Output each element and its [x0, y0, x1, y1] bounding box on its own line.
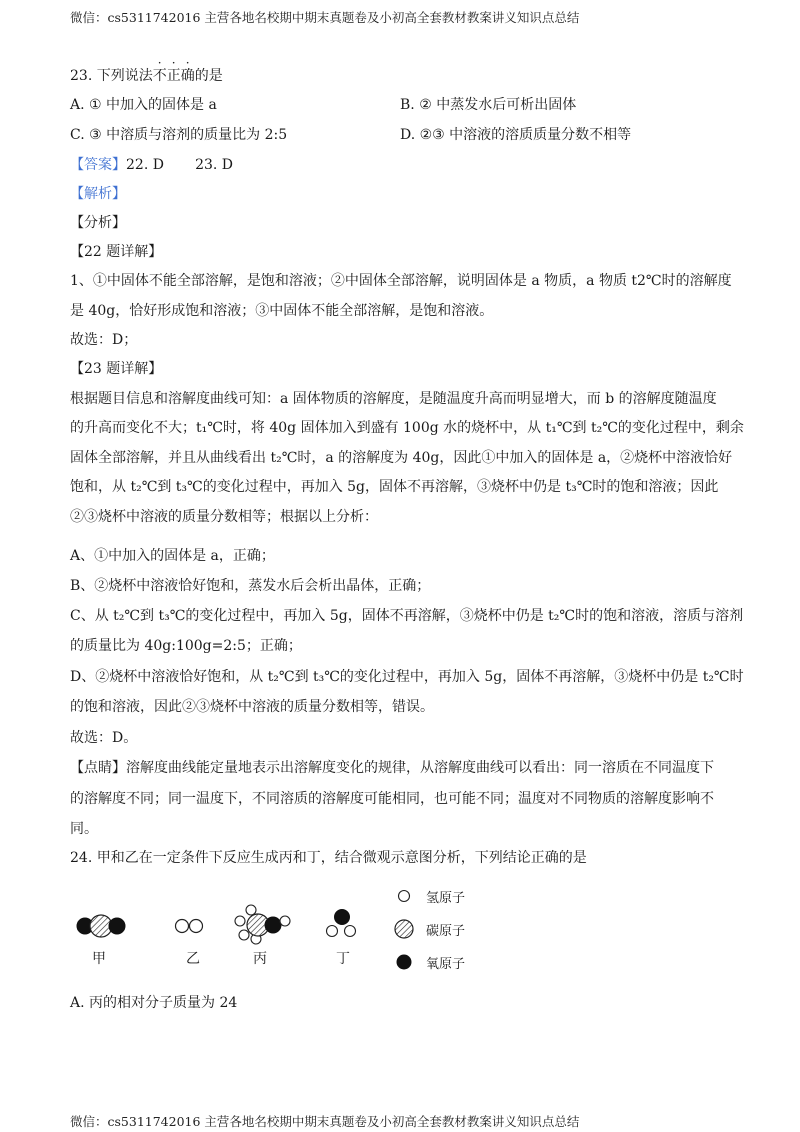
hydrogen-atom	[176, 920, 189, 933]
legend-carbon: 碳原子	[426, 924, 466, 939]
carbon-legend-icon	[395, 920, 413, 938]
q23-explain-line-1: 根据题目信息和溶解度曲线可知：a 固体物质的溶解度，是随温度升高而明显增大，而 b 的溶解度随温度	[70, 391, 717, 407]
q23-explain-line-3: 固体全部溶解，并且从曲线看出 t₂℃时，a 的溶解度为 40g，因此①中加入的固体是 a，②烧杯中溶液恰好	[70, 450, 733, 466]
molecule-ding	[327, 910, 356, 937]
page-footer: 微信：cs5311742016 主营各地名校期中期末真题卷及小初高全套教材教案讲义知识点总结	[70, 1114, 580, 1129]
q23-analysis-a: A、①中加入的固体是 a，正确；	[70, 548, 275, 564]
q23-option-c: C. ③ 中溶质与溶剂的质量比为 2:5	[70, 127, 288, 143]
q23-option-d: D. ②③ 中溶液的溶质质量分数不相等	[400, 127, 632, 143]
q23-analysis-d-2: 的饱和溶液，因此②③烧杯中溶液的质量分数相等，错误。	[70, 699, 434, 715]
q23-option-a: A. ① 中加入的固体是 a	[70, 97, 217, 113]
emphasis-dot: ·	[185, 56, 190, 70]
molecule-bing	[235, 905, 290, 944]
hydrogen-atom	[190, 920, 203, 933]
dianjing-label: 【点睛】	[70, 760, 126, 776]
question-23-stem	[70, 56, 223, 86]
legend-oxygen: 氧原子	[426, 957, 466, 972]
legend-hydrogen: 氢原子	[426, 891, 466, 906]
answer-text: 22. D 23. D	[126, 157, 234, 173]
q23-explain-line-5: ②③烧杯中溶液的质量分数相等；根据以上分析：	[70, 509, 378, 525]
q23-explain-line-4: 饱和，从 t₂℃到 t₃℃的变化过程中，再加入 5g，固体不再溶解，③烧杯中仍是 t₃℃时的饱和溶液；因此	[70, 479, 719, 495]
q22-choice: 故选：D；	[70, 332, 138, 348]
q23-suffix: 的是	[194, 68, 223, 84]
q23-option-b: B. ② 中蒸发水后可析出固体	[400, 97, 577, 113]
dianjing-line-2: 的溶解度不同；同一温度下，不同溶质的溶解度可能相同，也可能不同；温度对不同物质的溶解度影响不	[70, 791, 714, 807]
question-24-stem: 24. 甲和乙在一定条件下反应生成丙和丁，结合微观示意图分析，下列结论正确的是	[70, 850, 587, 866]
hydrogen-legend-icon	[399, 891, 410, 902]
q23-analysis-c-2: 的质量比为 40g:100g=2:5；正确；	[70, 638, 302, 654]
emphasis-dot: ·	[171, 56, 176, 70]
molecule-jia	[77, 915, 125, 937]
q23-analysis-d-1: D、②烧杯中溶液恰好饱和，从 t₂℃到 t₃℃的变化过程中，再加入 5g，固体不再溶解，③烧杯中仍是 t₂℃时	[70, 669, 744, 685]
q23-title: 【23 题详解】	[70, 361, 163, 377]
molecule-label-bing: 丙	[253, 951, 267, 967]
molecule-label-yi: 乙	[186, 951, 200, 967]
emphasis-char-2: · 正	[166, 56, 181, 84]
emphasis-char-1: · 不	[152, 56, 167, 84]
molecule-label-ding: 丁	[336, 951, 350, 967]
emphasis-char-3: · 确	[180, 56, 195, 84]
dianjing-line-1	[70, 758, 714, 778]
oxygen-atom	[335, 910, 350, 925]
hydrogen-atom	[239, 930, 249, 940]
hydrogen-atom	[327, 926, 338, 937]
molecule-yi	[176, 920, 203, 933]
answer-label: 【答案】	[70, 157, 126, 173]
q22-line-1: 1、①中固体不能全部溶解，是饱和溶液；②中固体全部溶解，说明固体是 a 物质，a 物质 t2℃时的溶解度	[70, 273, 732, 289]
answer-line	[70, 155, 233, 175]
q23-analysis-b: B、②烧杯中溶液恰好饱和，蒸发水后会析出晶体，正确；	[70, 578, 431, 594]
q23-choice: 故选：D。	[70, 730, 138, 746]
hydrogen-atom	[246, 905, 256, 915]
hydrogen-atom	[235, 916, 245, 926]
q24-option-a: A. 丙的相对分子质量为 24	[70, 995, 238, 1011]
page-header: 微信：cs5311742016 主营各地名校期中期末真题卷及小初高全套教材教案讲义知识点总结	[70, 10, 580, 25]
analysis-label: 【解析】	[70, 186, 126, 202]
hydrogen-atom	[280, 916, 290, 926]
q23-explain-line-2: 的升高而变化不大；t₁℃时，将 40g 固体加入到盛有 100g 水的烧杯中，从 t₁℃到 t₂℃的变化过程中，剩余	[70, 420, 744, 436]
dianjing-line-3: 同。	[70, 821, 98, 837]
q23-analysis-c-1: C、从 t₂℃到 t₃℃的变化过程中，再加入 5g，固体不再溶解，③烧杯中仍是 t₂℃时的饱和溶液，溶质与溶剂	[70, 608, 744, 624]
fenxi-label: 【分析】	[70, 215, 126, 231]
emphasis-dot: ·	[157, 56, 162, 70]
oxygen-legend-icon	[397, 955, 411, 969]
dianjing-text-1: 溶解度曲线能定量地表示出溶解度变化的规律，从溶解度曲线可以看出：同一溶质在不同温度下	[126, 760, 714, 776]
molecule-label-jia: 甲	[92, 951, 106, 967]
q22-title: 【22 题详解】	[70, 244, 163, 260]
oxygen-atom	[109, 918, 125, 934]
oxygen-atom	[265, 917, 281, 933]
q23-prefix: 23. 下列说法	[70, 68, 153, 84]
q22-line-2: 是 40g，恰好形成饱和溶液；③中固体不能全部溶解，是饱和溶液。	[70, 303, 494, 319]
atom-legend-symbols	[392, 882, 422, 982]
hydrogen-atom	[345, 926, 356, 937]
